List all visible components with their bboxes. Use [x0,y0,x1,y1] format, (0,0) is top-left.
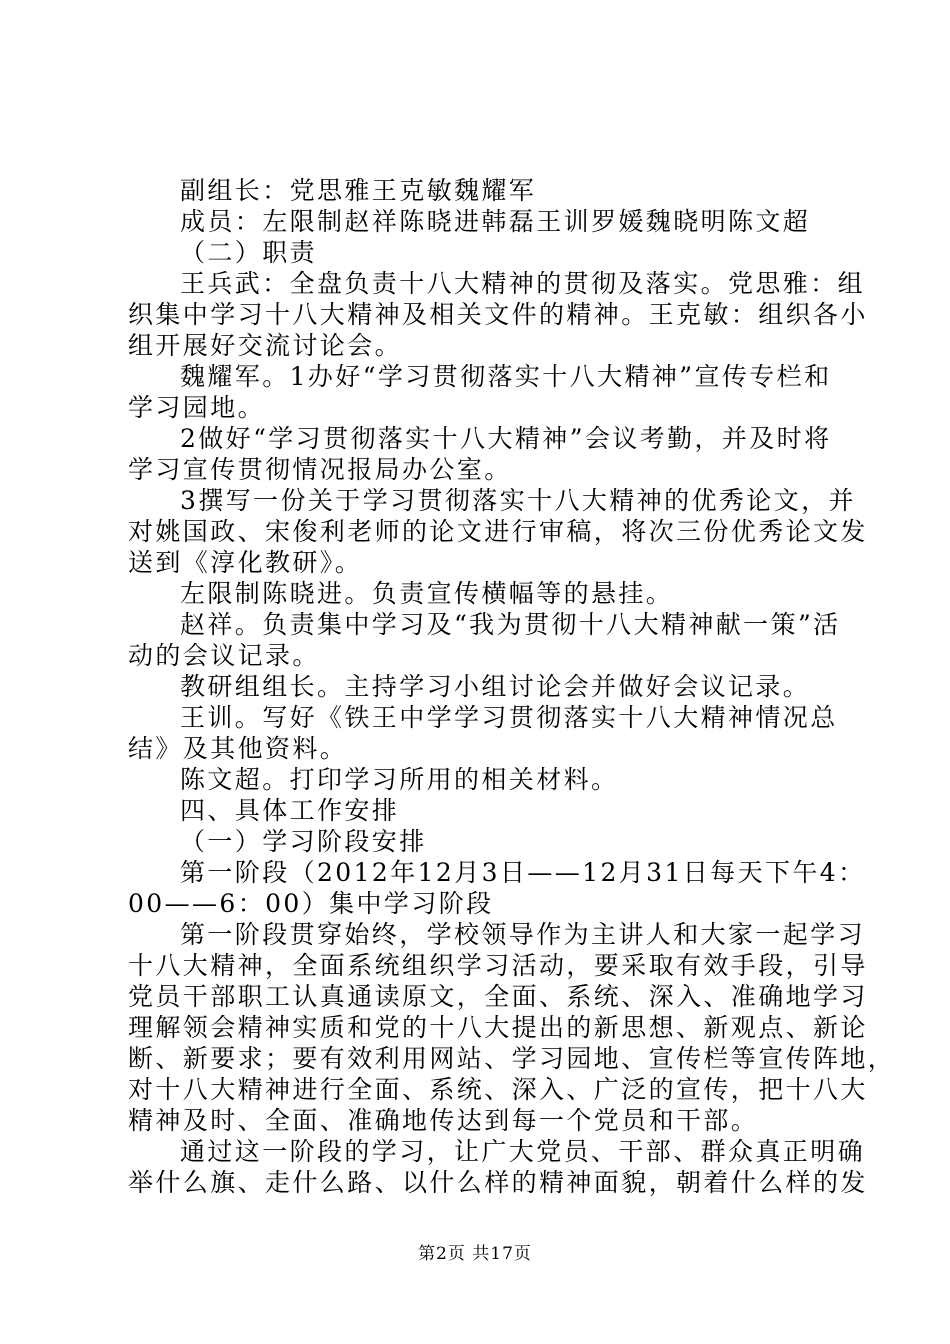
paragraph-line: 3撰写一份关于学习贯彻落实十八大精神的优秀论文，并 [180,486,856,515]
paragraph-line: 第一阶段（2012年12月3日——12月31日每天下午4： [180,858,866,887]
section-heading-work-arrangement: 四、具体工作安排 [180,796,400,825]
paragraph-line: 举什么旗、走什么路、以什么样的精神面貌，朝着什么样的发 [128,1168,868,1197]
paragraph-line: 学习宣传贯彻情况报局办公室。 [128,455,512,484]
paragraph-line: 对姚国政、宋俊利老师的论文进行审稿，将次三份优秀论文发 [128,517,868,546]
paragraph-line: 魏耀军。1办好“学习贯彻落实十八大精神”宣传专栏和 [180,362,832,391]
paragraph-line: 送到《淳化教研》。 [128,548,363,577]
paragraph-line: 教研组组长。主持学习小组讨论会并做好会议记录。 [180,672,811,701]
paragraph-line: 对十八大精神进行全面、系统、深入、广泛的宣传，把十八大 [128,1075,868,1104]
paragraph-line: 赵祥。负责集中学习及“我为贯彻十八大精神献一策”活 [180,610,841,639]
paragraph-line: 王兵武：全盘负责十八大精神的贯彻及落实。党思雅：组 [180,269,866,298]
paragraph-line: 2做好“学习贯彻落实十八大精神”会议考勤，并及时将 [180,424,832,453]
paragraph-line: 陈文超。打印学习所用的相关材料。 [180,765,619,794]
paragraph-line: 左限制陈晓进。负责宣传横幅等的悬挂。 [180,579,674,608]
paragraph-line: 理解领会精神实质和党的十八大提出的新思想、新观点、新论 [128,1013,868,1042]
section-heading-duties: （二）职责 [180,238,318,267]
paragraph-line: 第一阶段贯穿始终，学校领导作为主讲人和大家一起学习 [180,920,866,949]
paragraph-line: 组开展好交流讨论会。 [128,331,403,360]
paragraph-line: 通过这一阶段的学习，让广大党员、干部、群众真正明确 [180,1137,866,1166]
paragraph-line: 精神及时、全面、准确地传达到每一个党员和干部。 [128,1106,759,1135]
paragraph-line: 00——6：00）集中学习阶段 [128,889,494,918]
page-number-footer: 第2页 共17页 [418,1244,532,1264]
document-body [128,175,896,1198]
paragraph-line: 学习园地。 [128,393,266,422]
paragraph-line: 结》及其他资料。 [128,734,348,763]
paragraph-line: 织集中学习十八大精神及相关文件的精神。王克敏：组织各小 [128,300,868,329]
members-line: 成员：左限制赵祥陈晓进韩磊王训罗媛魏晓明陈文超 [180,207,811,236]
paragraph-line: 党员干部职工认真通读原文，全面、系统、深入、准确地学习 [128,982,868,1011]
paragraph-line: 十八大精神，全面系统组织学习活动，要采取有效手段，引导 [128,951,868,980]
paragraph-line: 动的会议记录。 [128,641,320,670]
paragraph-line: 王训。写好《铁王中学学习贯彻落实十八大精神情况总 [180,703,838,732]
paragraph-line: 断、新要求；要有效利用网站、学习园地、宣传栏等宣传阵地， [128,1044,896,1073]
section-heading-study-stage: （一）学习阶段安排 [180,827,427,856]
deputy-leader-line: 副组长：党思雅王克敏魏耀军 [180,176,537,205]
